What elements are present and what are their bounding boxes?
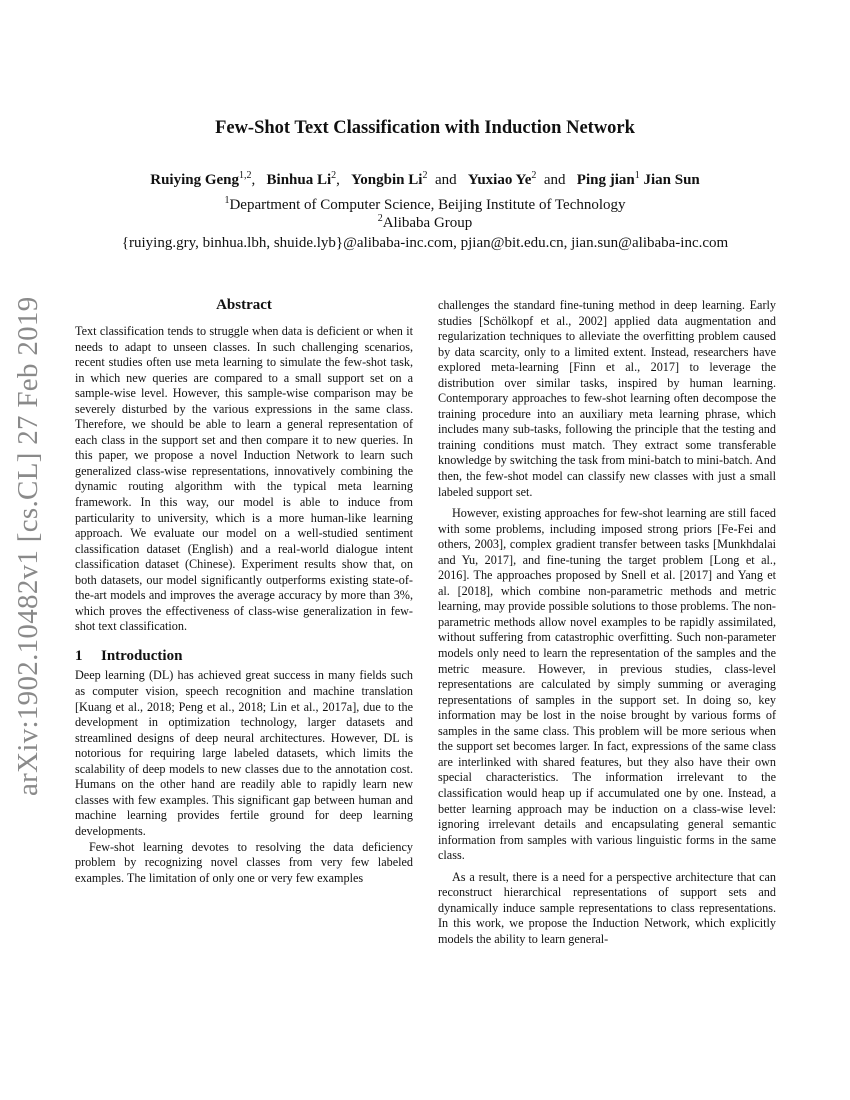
author-affil-sup: 2 (531, 170, 537, 181)
affiliation-text: Alibaba Group (382, 215, 473, 231)
author-separator: and (543, 172, 566, 188)
author-name: Ping jian (576, 172, 635, 188)
body-paragraph: challenges the standard fine-tuning method in deep learning. Early studies [Schölkopf et al., 2002] applied data augmentation and regularization techniques to alleviate the overfitting problem caused by data scarcity, only to a limited extent. Instead, researchers have explored meta-learning [Finn et al., 2017] to leverage the distribution over similar tasks, inspired by human learning. Contemporary approaches to few-shot learning often decompose the training procedure into an auxiliary meta learning phrase, which includes many sub-tasks, following the principle that the testing and training conditions must match. They extract some transferable knowledge by switching the task from mini-batch to mini-batch. And then, the few-shot model can classify new classes with just a small labeled support set. (438, 298, 776, 499)
abstract-heading: Abstract (216, 297, 272, 313)
section-number: 1 (75, 647, 83, 664)
affiliation-1 (0, 195, 850, 214)
affiliation-sup: 2 (377, 213, 383, 224)
section-heading-introduction (75, 649, 413, 665)
author-name: Jian Sun (643, 172, 700, 188)
author-separator: , (336, 172, 340, 188)
intro-paragraph: Deep learning (DL) has achieved great success in many fields such as computer vision, speech recognition and machine translation [Kuang et al., 2018; Peng et al., 2018; Lin et al., 2017a], due to the development in optimization technology, larger datasets and streamlined designs of deep neural architectures. However, DL is notorious for requiring large labeled datasets, which limits the scalability of deep models to new classes due to the annotation cost. Humans on the other hand are readily able to rapidly learn new classes with few examples. This significant gap between human and machine learning provides fertile ground for deep learning developments. (75, 668, 413, 838)
affiliation-sup: 1 (224, 195, 230, 206)
body-paragraph: As a result, there is a need for a perspective architecture that can reconstruct hierarchical representations of support sets and dynamically induce sample representations to class representations. In this work, we propose the Induction Network, which explicitly models the ability to learn general- (438, 869, 776, 946)
author-affil-sup: 1,2 (239, 170, 252, 181)
author-separator: and (434, 172, 457, 188)
arxiv-stamp (4, 296, 52, 796)
author-affil-sup: 2 (331, 170, 337, 181)
section-title: Introduction (101, 647, 183, 664)
right-column (438, 298, 776, 947)
author-name: Binhua Li (266, 172, 332, 188)
author-separator: , (251, 172, 256, 188)
affiliation-2 (0, 213, 850, 232)
affiliation-text: Department of Computer Science, Beijing Institute of Technology (229, 197, 626, 213)
left-column (75, 298, 413, 886)
author-name: Ruiying Geng (150, 172, 240, 188)
author-emails: {ruiying.gry, binhua.lbh, shuide.lyb}@alibaba-inc.com, pjian@bit.edu.cn, jian.sun@alibaba-inc.com (121, 235, 729, 251)
author-name: Yuxiao Ye (467, 172, 532, 188)
author-affil-sup: 1 (634, 170, 640, 181)
intro-paragraph: Few-shot learning devotes to resolving the data deficiency problem by recognizing novel classes from very few labeled examples. The limitation of only one or very few examples (75, 839, 413, 885)
author-name: Yongbin Li (351, 172, 423, 188)
abstract-text: Text classification tends to struggle when data is deficient or when it needs to adapt to unseen classes. In such challenging scenarios, recent studies often use meta learning to simulate the few-shot task, in which new queries are compared to a small support set on a sample-wise level. However, this sample-wise comparison may be severely disturbed by the various expressions in the same class. Therefore, we should be able to learn a general representation of each class in the support set and then compare it to new queries. In this paper, we propose a novel Induction Network to learn such generalized class-wise representations, innovatively combining the dynamic routing algorithm with the typical meta learning framework. In this way, our model is able to induce from particularity to university, which is a more human-like learning approach. We evaluate our model on a well-studied sentiment classification dataset (English) and a real-world dialogue intent classification dataset (Chinese). Experiment results show that, on both datasets, our model significantly outperforms existing state-of-the-art models and improves the average accuracy by more than 3%, which proves the effectiveness of class-wise generalization in few-shot text classification. (75, 324, 413, 634)
arxiv-id: arXiv:1902.10482v1 [cs.CL] 27 Feb 2019 (12, 296, 44, 796)
author-list (0, 170, 850, 189)
paper-title: Few-Shot Text Classification with Induction Network (215, 118, 635, 138)
author-affil-sup: 2 (422, 170, 428, 181)
body-paragraph: However, existing approaches for few-shot learning are still faced with some problems, including imposed strong priors [Fe-Fei and others, 2003], complex gradient transfer between tasks [Munkhdalai and Yu, 2017], and fine-tuning the target problem [Long et al., 2016]. The approaches proposed by Snell et al. [2017] and Yang et al. [2018], which combine non-parametric methods and metric learning, may provide possible solutions to those problems. The non-parametric methods allow novel examples to be rapidly assimilated, without suffering from catastrophic overfitting. Such non-parameter models only need to learn the representation of the samples and the metric measure. However, in previous studies, class-level representations are calculated by simply summing or averaging representations of samples in the support set. In doing so, key information may be lost in the noise brought by various forms of samples in the same class. This problem will be more serious when the support set becomes larger. In fact, expressions of the same class are interlinked with shared features, but they also have their own special characteristics. The information irrelevant to the classification would heap up if accumulated one by one. Instead, a better learning approach may be induction on a class-wise level: ignoring irrelevant details and encapsulating general semantic information from samples with various linguistic forms in the same class. (438, 506, 776, 863)
